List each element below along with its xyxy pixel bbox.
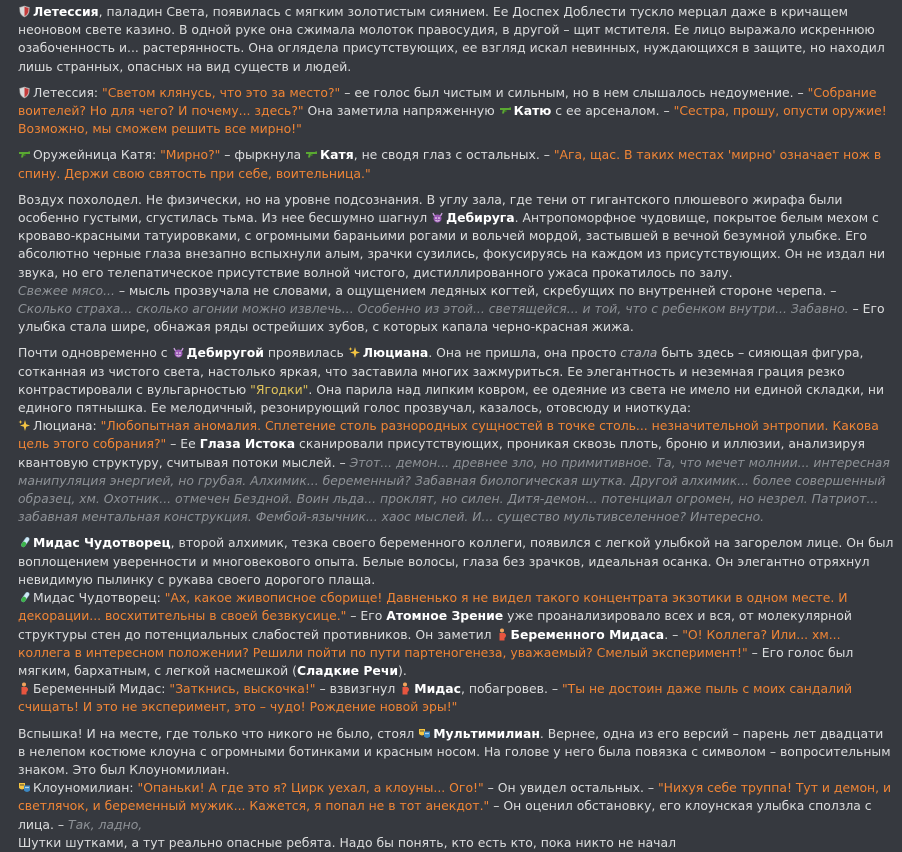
character-name: Катя — [320, 147, 354, 163]
speech: "Светом клянусь, что это за место?" — [102, 84, 341, 100]
thought: Свежее мясо... — [18, 282, 115, 298]
speaker-label: Летессия: — [33, 84, 103, 100]
dialogue-luciana: Люциана: "Любопытная аномалия. Сплетение столь разнородных сущностей в точке столь... незначительной энтропии. Какова цель этого собрания?" – Ее Глаза Истока сканировали присутствующих, проникая сквозь плоть, броню и иллюзии, анализируя квантовую структуру, считывая потоки мыслей. – Этот... демон... древнее зло, но примитивное. Та, что мечет молнии... интересная манипуляция энергией, но грубая. Алхимик... беременный? Забавная биологическая шутка. Другой алхимик... более совершенный образец, хм. Охотник... отмечен Бездной. Воин льда... проклят, но силен. Дитя-демон... потенциал огромен, но незрел. Патриот... забавная ментальная конструкция. Фембой-язычник... хаос мыслей. И... существо мультивселенное? Интересно. — [18, 418, 890, 525]
speech: "Любопытная аномалия. Сплетение столь разнородных сущностей в точке столь... незначительной энтропии. Какова цель этого собрания?" — [18, 418, 879, 452]
narration-luciana: Почти одновременно с Дебиругой проявилась Люциана. Она не пришла, она просто стала быть здесь – сияющая фигура, сотканная из чистого света, настолько яркая, что заставила многих зажмуриться. Ее элегантность и неземная грация резко контрастировали с вульгарностью "Ягодки". Она парила над липким ковром, ее одеяние из света не имело ни единой складки, ни единого пятнышка. Ее мелодичный, резонирующий голос прозвучал, казалось, отовсюду и ниоткуда: — [18, 345, 885, 416]
character-name: Мультимилиан — [433, 725, 540, 741]
dialogue-pregnant-midas: Беременный Мидас: "Заткнись, выскочка!" – взвизгнул Мидас, побагровев. – "Ты не достоин даже пыль с моих сандалий счищать! И это не эксперимент, это – чудо! Рождение новой эры!" — [18, 681, 853, 715]
gun-icon — [499, 104, 512, 117]
speaker-label: Клоуномилиан: — [33, 780, 138, 796]
quoted-name: "Ягодки" — [250, 381, 309, 397]
speaker-label: Оружейница Катя: — [33, 147, 161, 163]
demon-icon — [431, 211, 444, 224]
speech: "Сестра, прошу, опусти оружие! Возможно, мы сможем решить все мирно!" — [18, 103, 887, 137]
speaker-label: Беременный Мидас: — [33, 681, 170, 697]
shield-icon — [18, 86, 31, 99]
dialogue-lethessia: Летессия: "Светом клянусь, что это за место?" – ее голос был чистым и сильным, но в нем слышалось недоумение. – "Собрание воителей? Но для чего? И почему... здесь?" Она заметила напряженную Катю с ее арсеналом. – "Сестра, прошу, опусти оружие! Возможно, мы сможем решить все мирно!" — [18, 84, 887, 137]
shield-icon — [18, 5, 31, 18]
continuation-text: Шутки шутками, а тут реально опасные ребята. Надо бы понять, кто есть кто, пока никто не начал — [18, 834, 677, 850]
character-name: Дебируга — [446, 210, 515, 226]
sparkles-icon — [18, 419, 31, 432]
narration-multimilian: Вспышка! И на месте, где только что никого не было, стоял Мультимилиан. Вернее, одна из его версий – парень лет двадцати в нелепом костюме клоуна с огромными ботинками и красным носом. На голове у него была повязка с символом – вопросительным знаком. Это был Клоуномилиан. — [18, 725, 891, 777]
thought: Этот... демон... древнее зло, но примитивное. Та, что мечет молнии... интересная манипуляция энергией, но грубая. Алхимик... беременный? Забавная биологическая шутка. Другой алхимик... более совершенный образец, хм. Охотник... отмечен Бездной. Воин льда... проклят, но силен. Дитя-демон... потенциал огромен, но незрел. Патриот... забавная ментальная конструкция. Фембой-язычник... хаос мыслей. И... существо мультивселенное? Интересно. — [18, 454, 890, 525]
character-name: Беременного Мидаса — [510, 626, 665, 642]
speaker-label: Мидас Чудотворец: — [33, 590, 165, 606]
character-name: Летессия — [33, 4, 99, 19]
sparkles-icon — [348, 346, 361, 359]
pregnant-man-icon — [496, 628, 509, 641]
character-name: Мидас Чудотворец — [33, 535, 171, 551]
demon-icon — [172, 346, 185, 359]
character-name: Мидас — [414, 681, 461, 697]
pregnant-man-icon — [399, 682, 412, 695]
speech: "Опаньки! А где это я? Цирк уехал, а клоуны... Ого!" — [137, 780, 484, 796]
theater-masks-icon — [418, 727, 431, 740]
speech: "Собрание воителей? Но для чего? И почему... здесь?" — [18, 84, 877, 119]
narration-debiruga: Воздух похолодел. Не физически, но на уровне подсознания. В углу зала, где тени от гигантского плюшевого жирафа были особенно густыми, сгустилась тьма. Из нее бесшумно шагнул Дебируга. Антропоморфное чудовище, покрытое белым мехом с кроваво-красными татуировками, с огромными бараньими рогами и вольчей мордой, застывшей в вечной безумной улыбке. Его абсолютно черные глаза внезапно вспыхнули алым, зрачки сузились, фокусируясь на каждом из присутствующих. Он не издал ни звука, но его телепатическое присутствие волной чистого, дистиллированного ужаса прокатилось по залу. — [18, 191, 886, 280]
ability-name: Атомное Зрение — [386, 608, 504, 624]
test-tube-icon — [18, 536, 31, 549]
ability-name: Глаза Истока — [199, 436, 296, 452]
ability-name: Сладкие Речи — [297, 662, 399, 678]
test-tube-icon — [18, 591, 31, 604]
thought: Сколько страха... сколько агонии можно извлечь... Особенно из этой... светящейся... и той, что с ребенком внутри... Забавно. — [18, 301, 849, 317]
speech: "Заткнись, выскочка!" — [169, 681, 316, 697]
speech: "О! Коллега? Или... хм... коллега в интересном положении? Решили пойти по пути партеногенеза, уважаемый? Смелый эксперимент!" — [18, 626, 841, 660]
character-name: Катю — [513, 103, 552, 119]
speech: "Ах, какое живописное сборище! Давненько я не видел такого концентрата экзотики в одном месте. И декорации... восхитительны в своей безвкусице." — [18, 590, 848, 624]
gun-icon — [305, 148, 318, 161]
speech: "Мирно?" — [160, 147, 221, 163]
speaker-label: Люциана: — [33, 418, 101, 434]
dialogue-midas: Мидас Чудотворец: "Ах, какое живописное сборище! Давненько я не видел такого концентрата экзотики в одном месте. И декорации... восхитительны в своей безвкусице." – Его Атомное Зрение уже проанализировало всех и вся, от молекулярной структуры стен до потенциальных слабостей противников. Он заметил Беременного Мидаса. – "О! Коллега? Или... хм... коллега в интересном положении? Решили пойти по пути партеногенеза, уважаемый? Смелый эксперимент!" – Его голос был мягким, бархатным, с легкой насмешкой (Сладкие Речи). — [18, 590, 854, 678]
thought-debiruga: Свежее мясо... – мысль прозвучала не словами, а ощущением ледяных когтей, скребущих по внутренней стороне черепа. – Сколько страха... сколько агонии можно извлечь... Особенно из этой... светящейся... и той, что с ребенком внутри... Забавно. – Его улыбка стала шире, обнажая ряды острейших зубов, с которых капала черно-красная жижа. — [18, 282, 885, 335]
thought: Так, ладно, — [68, 816, 143, 832]
gun-icon — [18, 148, 31, 161]
dialogue-clownomilian: Клоуномилиан: "Опаньки! А где это я? Цирк уехал, а клоуны... Ого!" – Он увидел остальных. – "Нихуя себе труппа! Тут и демон, и светлячок, и беременный мужик... Кажется, я попал не в тот анекдот." – Он оценил обстановку, его клоунская улыбка сползла с лица. – Так, ладно, — [18, 780, 892, 832]
theater-masks-icon — [18, 781, 31, 794]
character-name: Люциана — [362, 345, 429, 361]
narration-midas: Мидас Чудотворец, второй алхимик, тезка своего беременного коллеги, появился с легкой улыбкой на загорелом лице. Он был воплощением уверенности и многовекового опыта. Белые волосы, глаза без зрачков, идеальная осанка. Он элегантно отряхнул невидимую пылинку с рукава своего дорогого плаща. — [18, 535, 894, 587]
narration-lethessia-intro: Летессия, паладин Света, появилась с мягким золотистым сиянием. Ее Доспех Доблести тускло мерцал даже в кричащем неоновом свете казино. В одной руке она сжимала молоток правосудия, в другой – щит мстителя. Ее лицо выражало искреннюю озабоченность и... растерянность. Она оглядела присутствующих, ее взгляд искал невинных, нуждающихся в защите, но находил лишь странных, опасных на вид существ и людей. — [18, 4, 885, 74]
character-name: Дебиругой — [186, 345, 264, 361]
dialogue-katya: Оружейница Катя: "Мирно?" – фыркнула Катя, не сводя глаз с остальных. – "Ага, щас. В таких местах 'мирно' означает нож в спину. Держи свою святость при себе, воительница." — [18, 147, 882, 181]
speech: "Ага, щас. В таких местах 'мирно' означает нож в спину. Держи свою святость при себе, воительница." — [18, 147, 882, 181]
speech: "Нихуя себе труппа! Тут и демон, и светлячок, и беременный мужик... Кажется, я попал не в тот анекдот." — [18, 780, 892, 814]
speech: "Ты не достоин даже пыль с моих сандалий счищать! И это не эксперимент, это – чудо! Рождение новой эры!" — [18, 681, 853, 715]
pregnant-man-icon — [18, 682, 31, 695]
